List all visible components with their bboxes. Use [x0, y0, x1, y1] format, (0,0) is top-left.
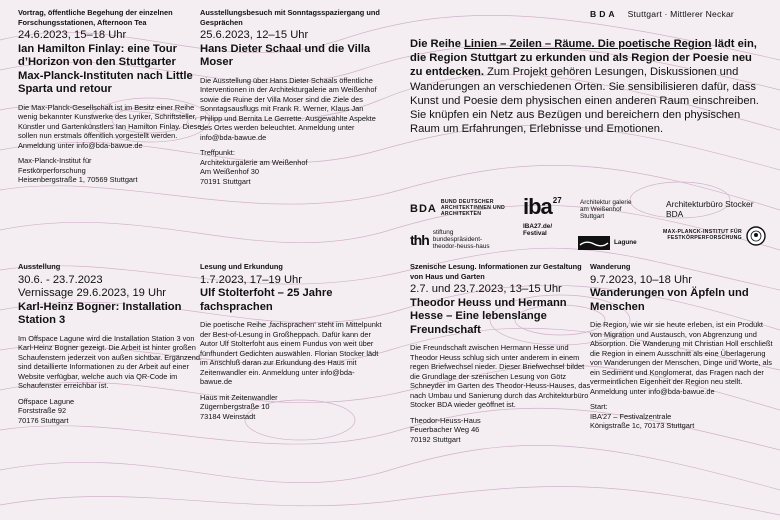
address-line: 70191 Stuttgart	[200, 176, 251, 186]
address-line: Treffpunkt:	[200, 148, 235, 157]
event-description: Die Max-Planck-Gesellschaft ist im Besitz einer Reihe wenig bekannter Kunstwerke des Lyriker, Schriftsteller, Künstler und Gartenkünstlers Ian Hamilton Finlay. Diese sollen nun erstmals öffentlich vorgestellt werden. Anmeldung unter info@bda-bawue.de	[18, 102, 202, 150]
event-card-6	[590, 262, 774, 431]
address-line: Max-Planck-Institut für	[18, 156, 92, 165]
event-label: Szenische Lesung. Informationen zur Gestaltung von Haus und Garten	[410, 262, 582, 281]
bda-logo	[410, 200, 513, 217]
event-address	[590, 402, 774, 431]
event-date: 9.7.2023, 10–18 Uhr	[590, 273, 693, 286]
event-label: Lesung und Erkundung	[200, 262, 283, 271]
header-brand: BDA	[590, 9, 618, 19]
event-label: Ausstellungsbesuch mit Sonntagsspaziergang und Gesprächen	[200, 8, 380, 27]
event-date-vernissage: Vernissage 29.6.2023, 19 Uhr	[18, 287, 167, 299]
event-address	[410, 416, 594, 445]
event-address	[18, 397, 202, 426]
event-address	[200, 393, 384, 422]
lagune-logo-mark	[578, 236, 610, 250]
event-title: Hans Dieter Schaal und die Villa Moser	[200, 42, 371, 68]
iba-logo-year: 27	[552, 196, 562, 205]
event-label: Ausstellung	[18, 262, 61, 271]
event-address	[18, 156, 202, 185]
event-title: Karl-Heinz Bogner: Installation Station 3	[18, 300, 182, 326]
address-line: 70192 Stuttgart	[410, 434, 461, 444]
thh-logo-text: stiftung bundespräsident- theodor-heuss-haus	[432, 229, 490, 251]
iba-logo-caption: IBA27.de/ Festival	[523, 223, 553, 238]
event-description: Im Offspace Lagune wird die Installation Station 3 von Karl-Heinz Bogner gezeigt. Die Arbeit ist hinter großen Schaufenstern jederzeit von außen sichtbar. Ergänzend sind detaillierte Informationen zu der Arbeit auf einer Website verfügbar, welche auch via QR-Code im Schaufenster erreichbar ist.	[18, 333, 201, 390]
mpi-logo-text: MAX-PLANCK-INSTITUT FÜR FESTKÖRPERFORSCHUNG	[663, 229, 742, 241]
intro-mid: lädt ein, die Region Stuttgart zu erkunden und als Region der Poesie neu zu entdecken.	[410, 38, 757, 79]
address-line: Forststraße 92	[18, 406, 67, 415]
header	[590, 9, 734, 19]
event-label: Wanderung	[590, 262, 631, 271]
address-line: Königstraße 1c, 70173 Stuttgart	[590, 421, 695, 430]
address-line: Theodor-Heuss-Haus	[410, 415, 481, 425]
event-card-3	[18, 262, 202, 425]
event-card-1	[18, 8, 202, 185]
thh-logo-mark: thh	[410, 231, 429, 248]
architekturgalerie-text: Architektur galerie am Weißenhof Stuttgart	[580, 199, 632, 221]
lagune-logo	[578, 236, 637, 250]
event-description: Die poetische Reihe ‚fachsprachen‘ steht im Mittelpunkt der Best-of-Lesung in Großheppach. Dafür kann der Autor Ulf Stolterfoht aus einem Fundus von weit über fünfhundert Gedichten auswählen. Florian Stocker lädt im Anschluß daran zur Erkundung des Haus mit Zeitenwandler ein. Anmeldung unter info@bda-bawue.de	[200, 320, 382, 386]
address-line: Festkörperforschung	[18, 165, 86, 175]
event-address	[200, 148, 384, 186]
bda-logo-text: BUND DEUTSCHER ARCHITEKTINNEN UND ARCHITEKTEN	[440, 199, 506, 217]
address-line: Feuerbacher Weg 46	[410, 425, 480, 434]
event-title: Ulf Stolterfoht – 25 Jahre fachsprachen	[200, 287, 333, 313]
event-date: 25.6.2023, 12–15 Uhr	[200, 29, 309, 41]
event-title: Wanderungen von Äpfeln und Menschen	[590, 287, 749, 313]
intro-pre: Die Reihe	[410, 38, 465, 50]
architekturgalerie-logo	[580, 199, 634, 221]
event-description: Die Freundschaft zwischen Hermann Hesse und Theodor Heuss schlug sich unter anderem in einem regen Briefwechsel nieder. Dieser Briefwechsel bildet die Grundlage der szenischen Lesung von Götz Schneyder im Garten des Theodor-Heuss-Hauses, das nach Umbau und Sanierung durch das Architekturbüro Stocker BDA wieder geöffnet ist.	[410, 343, 591, 409]
address-line: Heisenbergstraße 1, 70569 Stuttgart	[18, 175, 138, 184]
address-line: IBA’27 – Festivalzentrale	[590, 411, 672, 421]
event-title: Ian Hamilton Finlay: eine Tour d’Horizon von den Stuttgarter Max-Planck-Instituten nach Little Sparta und retour	[18, 42, 193, 95]
address-line: Haus mit Zeitenwandler	[200, 392, 278, 402]
intro-rest: Zum Projekt gehören Lesungen, Diskussionen und Wanderungen an verschiedenen Orten. Sie sensibilisieren dafür, dass Kunst und Poesie dem physischen einen anderen Raum einschreiben. Sie knüpfen ein Netz aus Bezügen und bereichern den physischen Raum um Erfahrungen, Erlebnisse und Emotionen.	[410, 66, 759, 136]
address-line: Offspace Lagune	[18, 396, 75, 406]
architekturbuero-logo	[666, 199, 766, 219]
event-description: Die Ausstellung über Hans Dieter Schaals öffentliche Interventionen in der Architekturgalerie am Weißenhof sowie die Ruine der Villa Moser sind die Ziele des Sonntagsausflugs mit Frank R. Werner, Klaus Jan Philipp und Bernita Le Gerrette. Ausgewählte Aspekte des Ortes werden beleuchtet. Anmeldung unter info@bda-bawue.de	[200, 75, 377, 142]
event-description: Die Region, wie wir sie heute erleben, ist ein Produkt von Migration und Austausch, von Abgrenzung und Absorption. Die Wanderung mit Christian Holl erschließt die Region in einem Ausschnitt als eine Überlagerung von Wanderungen der Menschen, Dinge und Worte, als ein Sediment und Konglomerat, das Fragen nach der vermeintlichen Eigenheit der Region neu stellt. Anmeldung unter info@bda-bawue.de	[590, 320, 773, 396]
address-line: Start:	[590, 402, 608, 411]
theodor-heuss-logo	[410, 229, 501, 251]
iba-logo	[523, 196, 569, 237]
address-line: Zügernbergstraße 10	[200, 402, 270, 411]
header-subtitle: Stuttgart · Mittlerer Neckar	[627, 9, 734, 19]
bda-logo-mark: BDA	[410, 202, 437, 215]
address-line: 70176 Stuttgart	[18, 415, 69, 425]
event-date: 30.6. - 23.7.2023	[18, 273, 103, 286]
event-label: Vortrag, öffentliche Begehung der einzelnen Forschungsstationen, Afternoon Tea	[18, 8, 173, 27]
lagune-logo-text: Lagune	[614, 239, 637, 247]
iba-logo-mark: iba	[523, 194, 552, 219]
event-date: 1.7.2023, 17–19 Uhr	[200, 273, 303, 286]
event-card-5	[410, 262, 594, 444]
event-card-2	[200, 8, 384, 186]
mpi-logo	[652, 226, 766, 246]
event-date: 24.6.2023, 15–18 Uhr	[18, 29, 127, 41]
intro-series-link[interactable]: Linien – Zeilen – Räume. Die poetische Region	[464, 38, 712, 50]
intro-paragraph	[410, 37, 765, 136]
event-title: Theodor Heuss und Hermann Hesse – Eine lebenslange Freundschaft	[410, 296, 567, 336]
event-date: 2.7. und 23.7.2023, 13–15 Uhr	[410, 283, 562, 295]
address-line: Am Weißenhof 30	[200, 167, 260, 176]
event-card-4	[200, 262, 384, 421]
architekturbuero-text: Architekturbüro Stocker BDA	[666, 199, 754, 219]
address-line: Architekturgalerie am Weißenhof	[200, 157, 308, 167]
mpi-seal-icon	[746, 226, 766, 246]
address-line: 73184 Weinstadt	[200, 411, 256, 421]
